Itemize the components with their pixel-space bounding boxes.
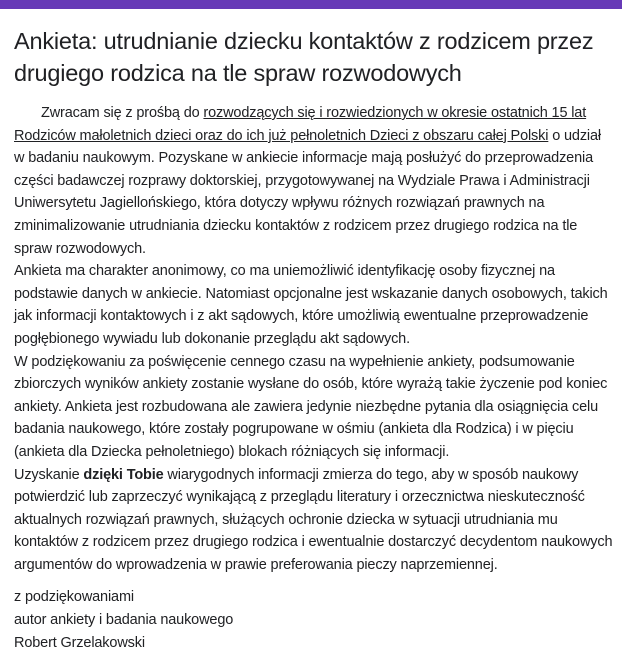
form-header-card	[0, 25, 622, 654]
intro-paragraph	[14, 102, 614, 260]
purpose-prefix: Uzyskanie	[14, 466, 84, 483]
purpose-paragraph	[14, 464, 614, 577]
form-description	[14, 102, 614, 654]
signature-block	[14, 586, 614, 654]
signature-role: autor ankiety i badania naukowego	[14, 612, 234, 629]
signature-closing: z podziękowaniami	[14, 589, 134, 606]
intro-prefix: Zwracam się z prośbą do	[41, 105, 204, 121]
thanks-paragraph: W podziękowaniu za poświęcenie cennego czasu na wypełnienie ankiety, podsumowanie zbiorczych wyników ankiety zostanie wysłane do osób, które wyrażą takie życzenie pod koniec ankiety. Ankieta jest rozbudowana ale zawiera jedynie niezbędne pytania dla osiągnięcia celu badania naukowego, które zostały pogrupowane w ośmiu (ankieta dla Rodzica) i w pięciu (ankieta dla Dziecka pełnoletniego) blokach różniących się informacji.	[14, 353, 608, 460]
purpose-suffix: wiarygodnych informacji zmierza do tego, aby w sposób naukowy potwierdzić lub zaprzeczyć wynikającą z przeglądu literatury i orzecznictwa nieskuteczność aktualnych rozwiązań prawnych, służących ochronie dziecka w sytuacji utrudniania mu kontaktów z rodzicem przez drugiego rodzica i ewentualnie dostarczyć decydentom naukowych argumentów do wprowadzenia w prawie preferowania pieczy naprzemiennej.	[14, 466, 613, 573]
purpose-bold: dzięki Tobie	[83, 466, 164, 483]
form-title: Ankieta: utrudnianie dziecku kontaktów z rodzicem przez drugiego rodzica na tle spraw rozwodowych	[14, 28, 594, 86]
form-accent-bar	[0, 0, 622, 9]
anonymity-paragraph: Ankieta ma charakter anonimowy, co ma uniemożliwić identyfikację osoby fizycznej na podstawie danych w ankiecie. Natomiast opcjonalne jest wskazanie danych osobowych, takich jak informacji kontaktowych i z akt sądowych, które umożliwią ewentualne przeprowadzenie pogłębionego wywiadu lub dokonanie przeglądu akt sądowych.	[14, 263, 608, 347]
intro-suffix: o udział w badaniu naukowym. Pozyskane w ankiecie informacje mają posłużyć do przeprowadzenia części badawczej rozprawy doktorskiej, przygotowywanej na Wydziale Prawa i Administracji Uniwersytetu Jagiellońskiego, która dotyczy wpływu różnych rozwiązań prawnych na zminimalizowanie utrudniania dziecku kontaktów z rodzicem przez drugiego rodzica na tle spraw rozwodowych.	[14, 127, 601, 257]
signature-name: Robert Grzelakowski	[14, 634, 145, 651]
intro-underlined-target-group: rozwodzących się i rozwiedzionych w okresie ostatnich 15 lat Rodziców małoletnich dzieci oraz do ich już pełnoletnich Dzieci z obszaru całej Polski	[14, 105, 587, 144]
